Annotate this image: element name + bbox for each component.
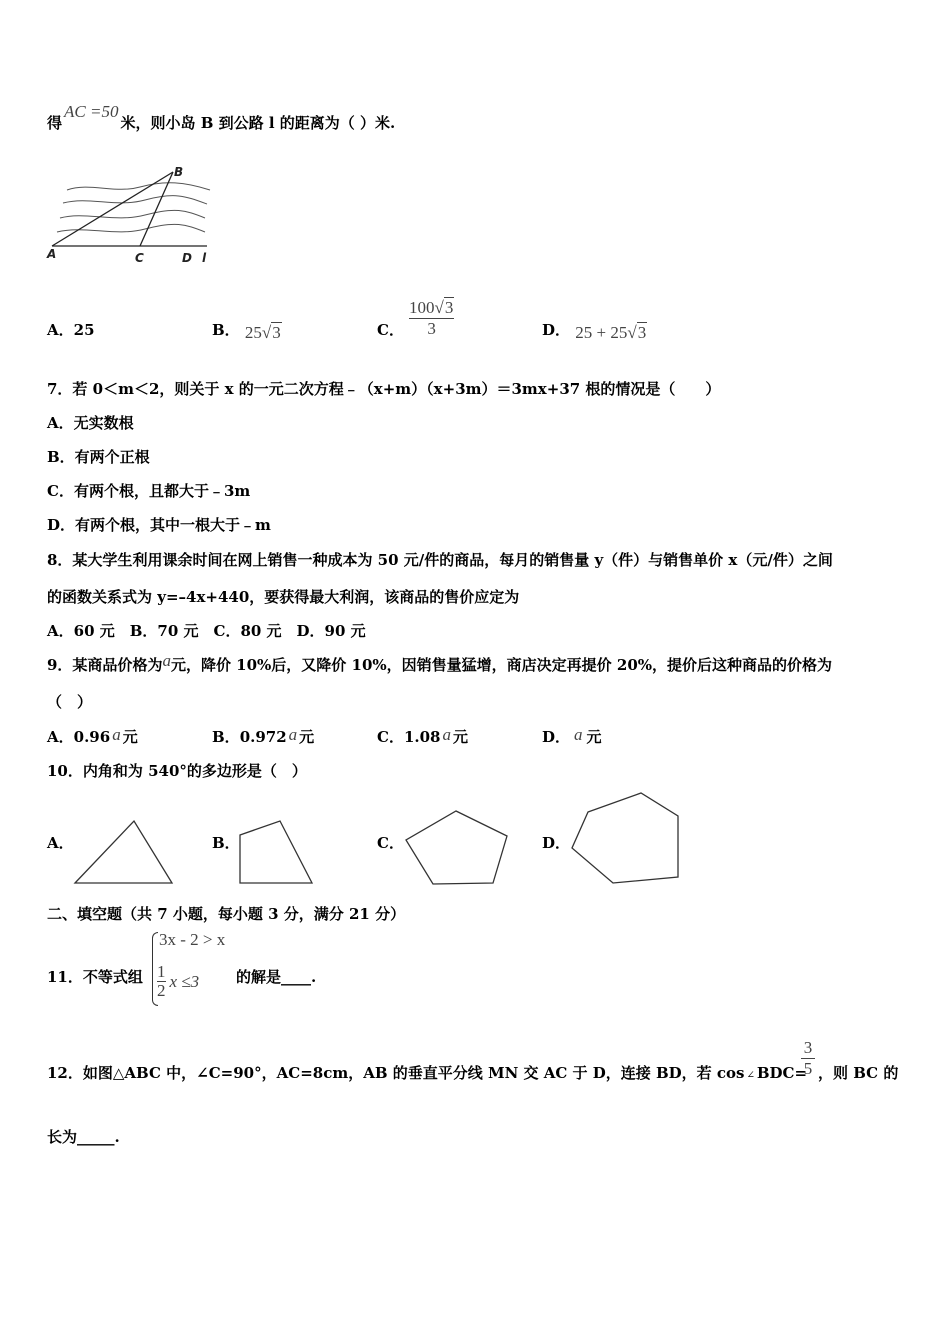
q9-option-d: D． a 元 <box>542 725 602 746</box>
q10-option-c-label: C． <box>377 834 404 852</box>
q7-option-b: B．有两个正根 <box>47 448 150 466</box>
q9-option-a: A．0.96 a 元 <box>47 725 138 746</box>
q8-options: A．60 元 B．70 元 C．80 元 D．90 元 <box>47 622 366 640</box>
q7-option-a: A．无实数根 <box>47 414 134 432</box>
q8-stem-line2: 的函数关系式为 y=–4x+440，要获得最大利润，该商品的售价应定为 <box>47 588 520 606</box>
q8-stem-line1: 8．某大学生利用课余时间在网上销售一种成本为 50 元/件的商品，每月的销售量 y（件）与销售单价 x（元/件）之间 <box>47 551 833 569</box>
q12-stem-line2: 长为_____. <box>47 1128 120 1146</box>
q6-option-c: C． <box>377 321 404 339</box>
q6-option-b: B． 25√3 <box>212 321 281 342</box>
q9-stem-line2: （ ） <box>47 693 93 711</box>
q6-option-d: D． 25 + 25√3 <box>542 321 647 342</box>
q11-ineq2: $\frac{1}{2}$ x ≤3 <box>157 962 200 1000</box>
q9-option-b: B．0.972 a 元 <box>212 725 315 746</box>
q6-option-c-fraction: 100√3 3 <box>409 298 454 338</box>
q9-stem: 9．某商品价格为a元，降价 10%后，又降价 10%，因销售量猛增，商店决定再提价 20%，提价后这种商品的价格为 <box>47 651 833 674</box>
q6-stem: 得AC =50米，则小岛 B 到公路 l 的距离为（ ）米. <box>47 102 396 132</box>
q6-figure <box>45 160 220 270</box>
fig-label-l: l <box>202 251 207 265</box>
q11-answer-blank: 的解是____. <box>236 968 317 986</box>
q7-stem: 7．若 0＜m＜2，则关于 x 的一元二次方程﹣（x+m）（x+3m）＝3mx+37 根的情况是（ ） <box>47 380 721 398</box>
q10-option-a-label: A． <box>47 834 74 852</box>
q6-option-a: A．25 <box>47 321 95 339</box>
fig-label-a: A <box>47 247 57 261</box>
q10-pentagon <box>400 807 515 892</box>
q7-option-d: D．有两个根，其中一根大于﹣m <box>47 516 271 534</box>
q9-option-c: C．1.08 a 元 <box>377 725 469 746</box>
q11-ineq1: 3x - 2 > x <box>159 930 226 949</box>
q10-hexagon <box>568 790 683 890</box>
fig-label-d: D <box>182 251 192 265</box>
section2-title: 二、填空题（共 7 小题，每小题 3 分，满分 21 分） <box>47 905 406 923</box>
q12-fraction: 3 5 <box>801 1038 815 1079</box>
fig-label-c: C <box>135 251 144 265</box>
q7-option-c: C．有两个根，且都大于﹣3m <box>47 482 251 500</box>
fig-label-b: B <box>174 165 184 179</box>
q10-option-d-label: D． <box>542 834 571 852</box>
q12-stem-tail: ，则 BC 的 <box>818 1064 899 1082</box>
q10-option-b-label: B． <box>212 834 240 852</box>
q10-stem: 10．内角和为 540°的多边形是（ ） <box>47 762 307 780</box>
ac-equation: AC =50 <box>64 102 119 121</box>
q11-stem: 11．不等式组 <box>47 968 143 986</box>
q12-stem-line1: 12．如图△ABC 中，∠C=90°，AC=8cm，AB 的垂直平分线 MN 交 AC 于 D，连接 BD，若 cos ∠ BDC= <box>47 1064 808 1082</box>
q10-quadrilateral <box>232 815 322 890</box>
q10-triangle <box>70 815 180 890</box>
